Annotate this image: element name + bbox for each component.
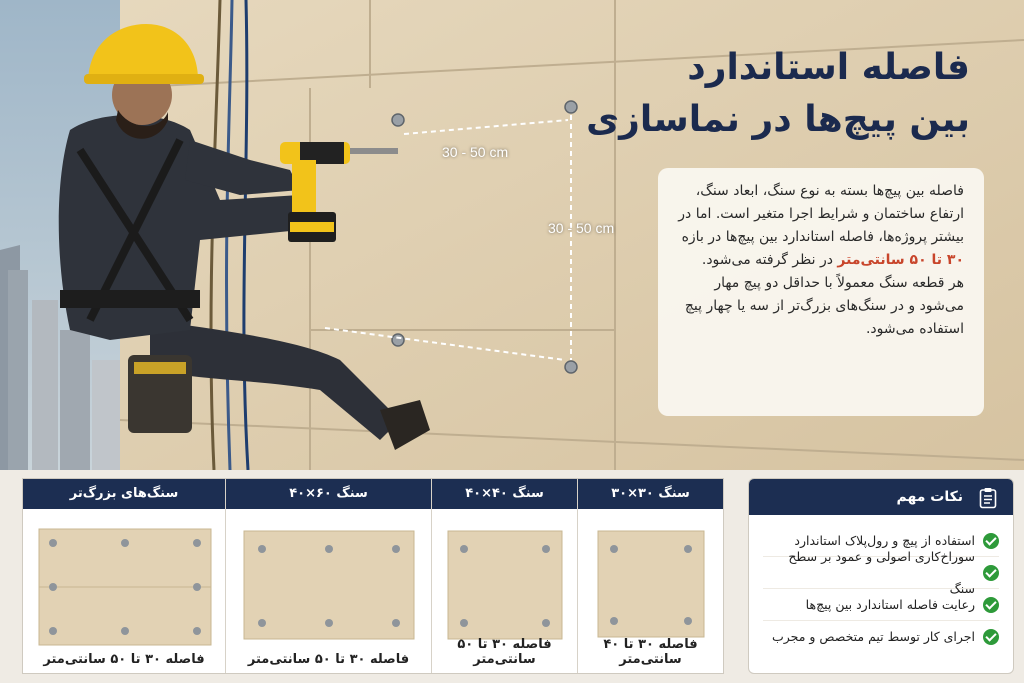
stone-caption: فاصله ۳۰ تا ۵۰ سانتی‌متر	[43, 652, 205, 667]
stone-column-larger	[23, 479, 225, 673]
stone-caption: فاصله ۳۰ تا ۵۰ سانتی‌متر	[247, 652, 410, 667]
stone-diagram	[432, 509, 577, 673]
stone-title: سنگ ۳۰×۳۰	[578, 479, 723, 509]
title-line-2: بین پیچ‌ها در نماسازی	[586, 99, 970, 140]
check-icon	[983, 565, 999, 581]
info-p1-end: در نظر گرفته می‌شود.	[701, 252, 838, 268]
stone-diagram	[578, 509, 723, 673]
bottom-panel	[0, 470, 1024, 683]
notes-list	[749, 515, 1013, 653]
check-icon	[983, 597, 999, 613]
check-icon	[983, 629, 999, 645]
stone-size-table	[22, 478, 724, 674]
stone-title: سنگ ۶۰×۴۰	[226, 479, 431, 509]
clipboard-icon	[979, 487, 997, 509]
title-line-1: فاصله استاندارد	[687, 47, 970, 88]
stone-title: سنگ ۴۰×۴۰	[432, 479, 577, 509]
stone-caption: فاصله ۳۰ تا ۵۰ سانتی‌متر	[457, 637, 552, 667]
important-notes-panel	[748, 478, 1014, 674]
info-p1-highlight: ۳۰ تا ۵۰ سانتی‌متر	[837, 252, 964, 268]
stone-diagram	[23, 509, 225, 673]
stone-diagram	[226, 509, 431, 673]
info-paragraph-1	[672, 180, 964, 272]
note-text: اجرای کار توسط تیم متخصص و مجرب	[772, 629, 975, 644]
stone-column-30x30	[577, 479, 723, 673]
info-card	[658, 168, 984, 416]
note-text: استفاده از پیچ و رول‌پلاک استاندارد	[794, 532, 975, 548]
stone-column-60x40	[225, 479, 431, 673]
check-icon	[983, 533, 999, 549]
notes-title: نکات مهم	[896, 489, 963, 505]
list-item	[763, 621, 999, 653]
notes-header	[749, 479, 1013, 515]
note-text: سوراخ‌کاری اصولی و عمود بر سطح سنگ	[788, 548, 975, 596]
stone-title: سنگ‌های بزرگ‌تر	[23, 479, 225, 509]
stone-caption: فاصله ۳۰ تا ۴۰ سانتی‌متر	[603, 637, 698, 667]
stone-column-40x40	[431, 479, 577, 673]
info-paragraph-2: هر قطعه سنگ معمولاً با حداقل دو پیچ مهار می‌شود و در سنگ‌های بزرگ‌تر از سه یا چهار پیچ استفاده می‌شود.	[684, 275, 964, 337]
horizontal-spacing-label: 30 - 50 cm	[442, 144, 509, 160]
vertical-spacing-label: 30 - 50 cm	[548, 220, 615, 236]
page-title	[550, 42, 970, 146]
info-p1-start: فاصله بین پیچ‌ها بسته به نوع سنگ، ابعاد سنگ، ارتفاع ساختمان و شرایط اجرا متغیر است. اما در بیشتر پروژه‌ها، فاصله استاندارد بین پیچ‌ها در بازه	[678, 183, 964, 245]
list-item	[763, 548, 999, 596]
note-text: رعایت فاصله استاندارد بین پیچ‌ها	[805, 596, 975, 612]
